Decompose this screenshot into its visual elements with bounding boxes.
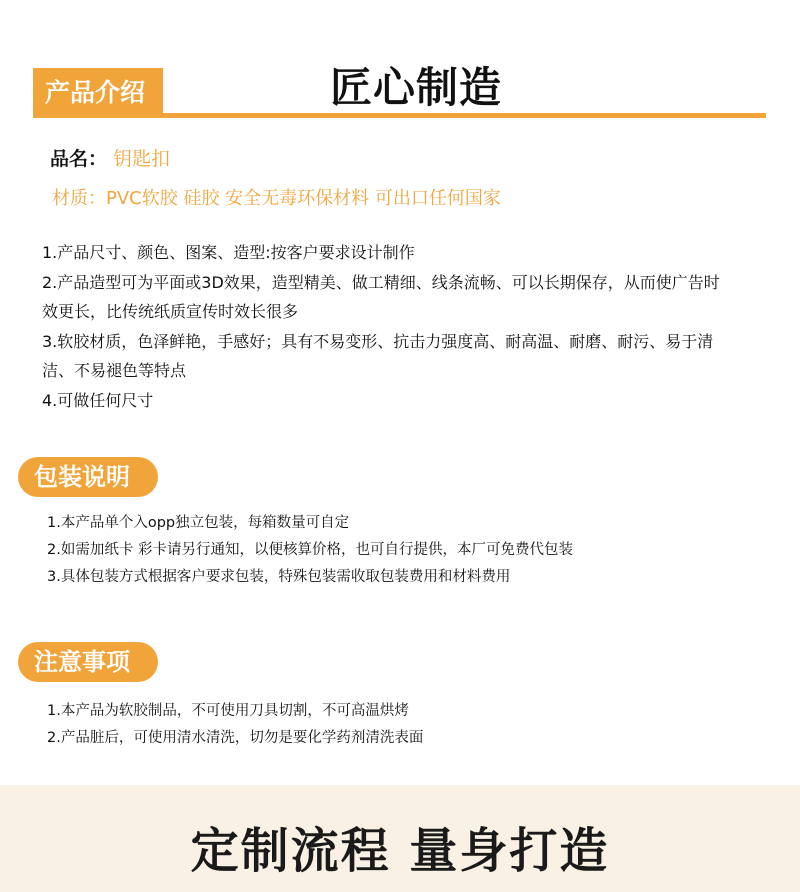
product-material: 材质：PVC软胶 硅胶 安全无毒环保材料 可出口任何国家 bbox=[52, 188, 501, 209]
notes-item: 1.本产品为软胶制品，不可使用刀具切割，不可高温烘烤 bbox=[47, 703, 409, 719]
section-tag-product-intro: 产品介绍 bbox=[33, 68, 163, 113]
page-title: 匠心制造 bbox=[330, 63, 503, 112]
packaging-item: 1.本产品单个入opp独立包装，每箱数量可自定 bbox=[47, 515, 350, 531]
product-name bbox=[50, 144, 170, 171]
section-header-notes: 注意事项 bbox=[18, 642, 158, 682]
feature-list bbox=[42, 238, 732, 415]
notes-list bbox=[47, 698, 423, 752]
banner-title: 定制流程 量身打造 bbox=[190, 823, 610, 879]
product-name-value: 钥匙扣 bbox=[113, 148, 171, 170]
product-name-label: 品名： bbox=[50, 148, 108, 170]
feature-item: 3.软胶材质，色泽鲜艳，手感好；具有不易变形、抗击力强度高、耐高温、耐磨、耐污、易于清洁、不易褪色等特点 bbox=[42, 331, 714, 380]
feature-item: 4.可做任何尺寸 bbox=[42, 390, 154, 410]
section-header-packaging: 包装说明 bbox=[18, 457, 158, 497]
packaging-item: 2.如需加纸卡 彩卡请另行通知，以便核算价格，也可自行提供，本厂可免费代包装 bbox=[47, 542, 573, 558]
notes-item: 2.产品脏后，可使用清水清洗，切勿是要化学药剂清洗表面 bbox=[47, 730, 424, 746]
header-divider bbox=[33, 113, 766, 118]
packaging-list bbox=[47, 510, 573, 591]
packaging-item: 3.具体包装方式根据客户要求包装，特殊包装需收取包装费用和材料费用 bbox=[47, 569, 511, 585]
feature-item: 2.产品造型可为平面或3D效果，造型精美、做工精细、线条流畅、可以长期保存，从而使广告时效更长，比传统纸质宣传时效长很多 bbox=[42, 272, 720, 321]
feature-item: 1.产品尺寸、颜色、图案、造型:按客户要求设计制作 bbox=[42, 243, 415, 262]
